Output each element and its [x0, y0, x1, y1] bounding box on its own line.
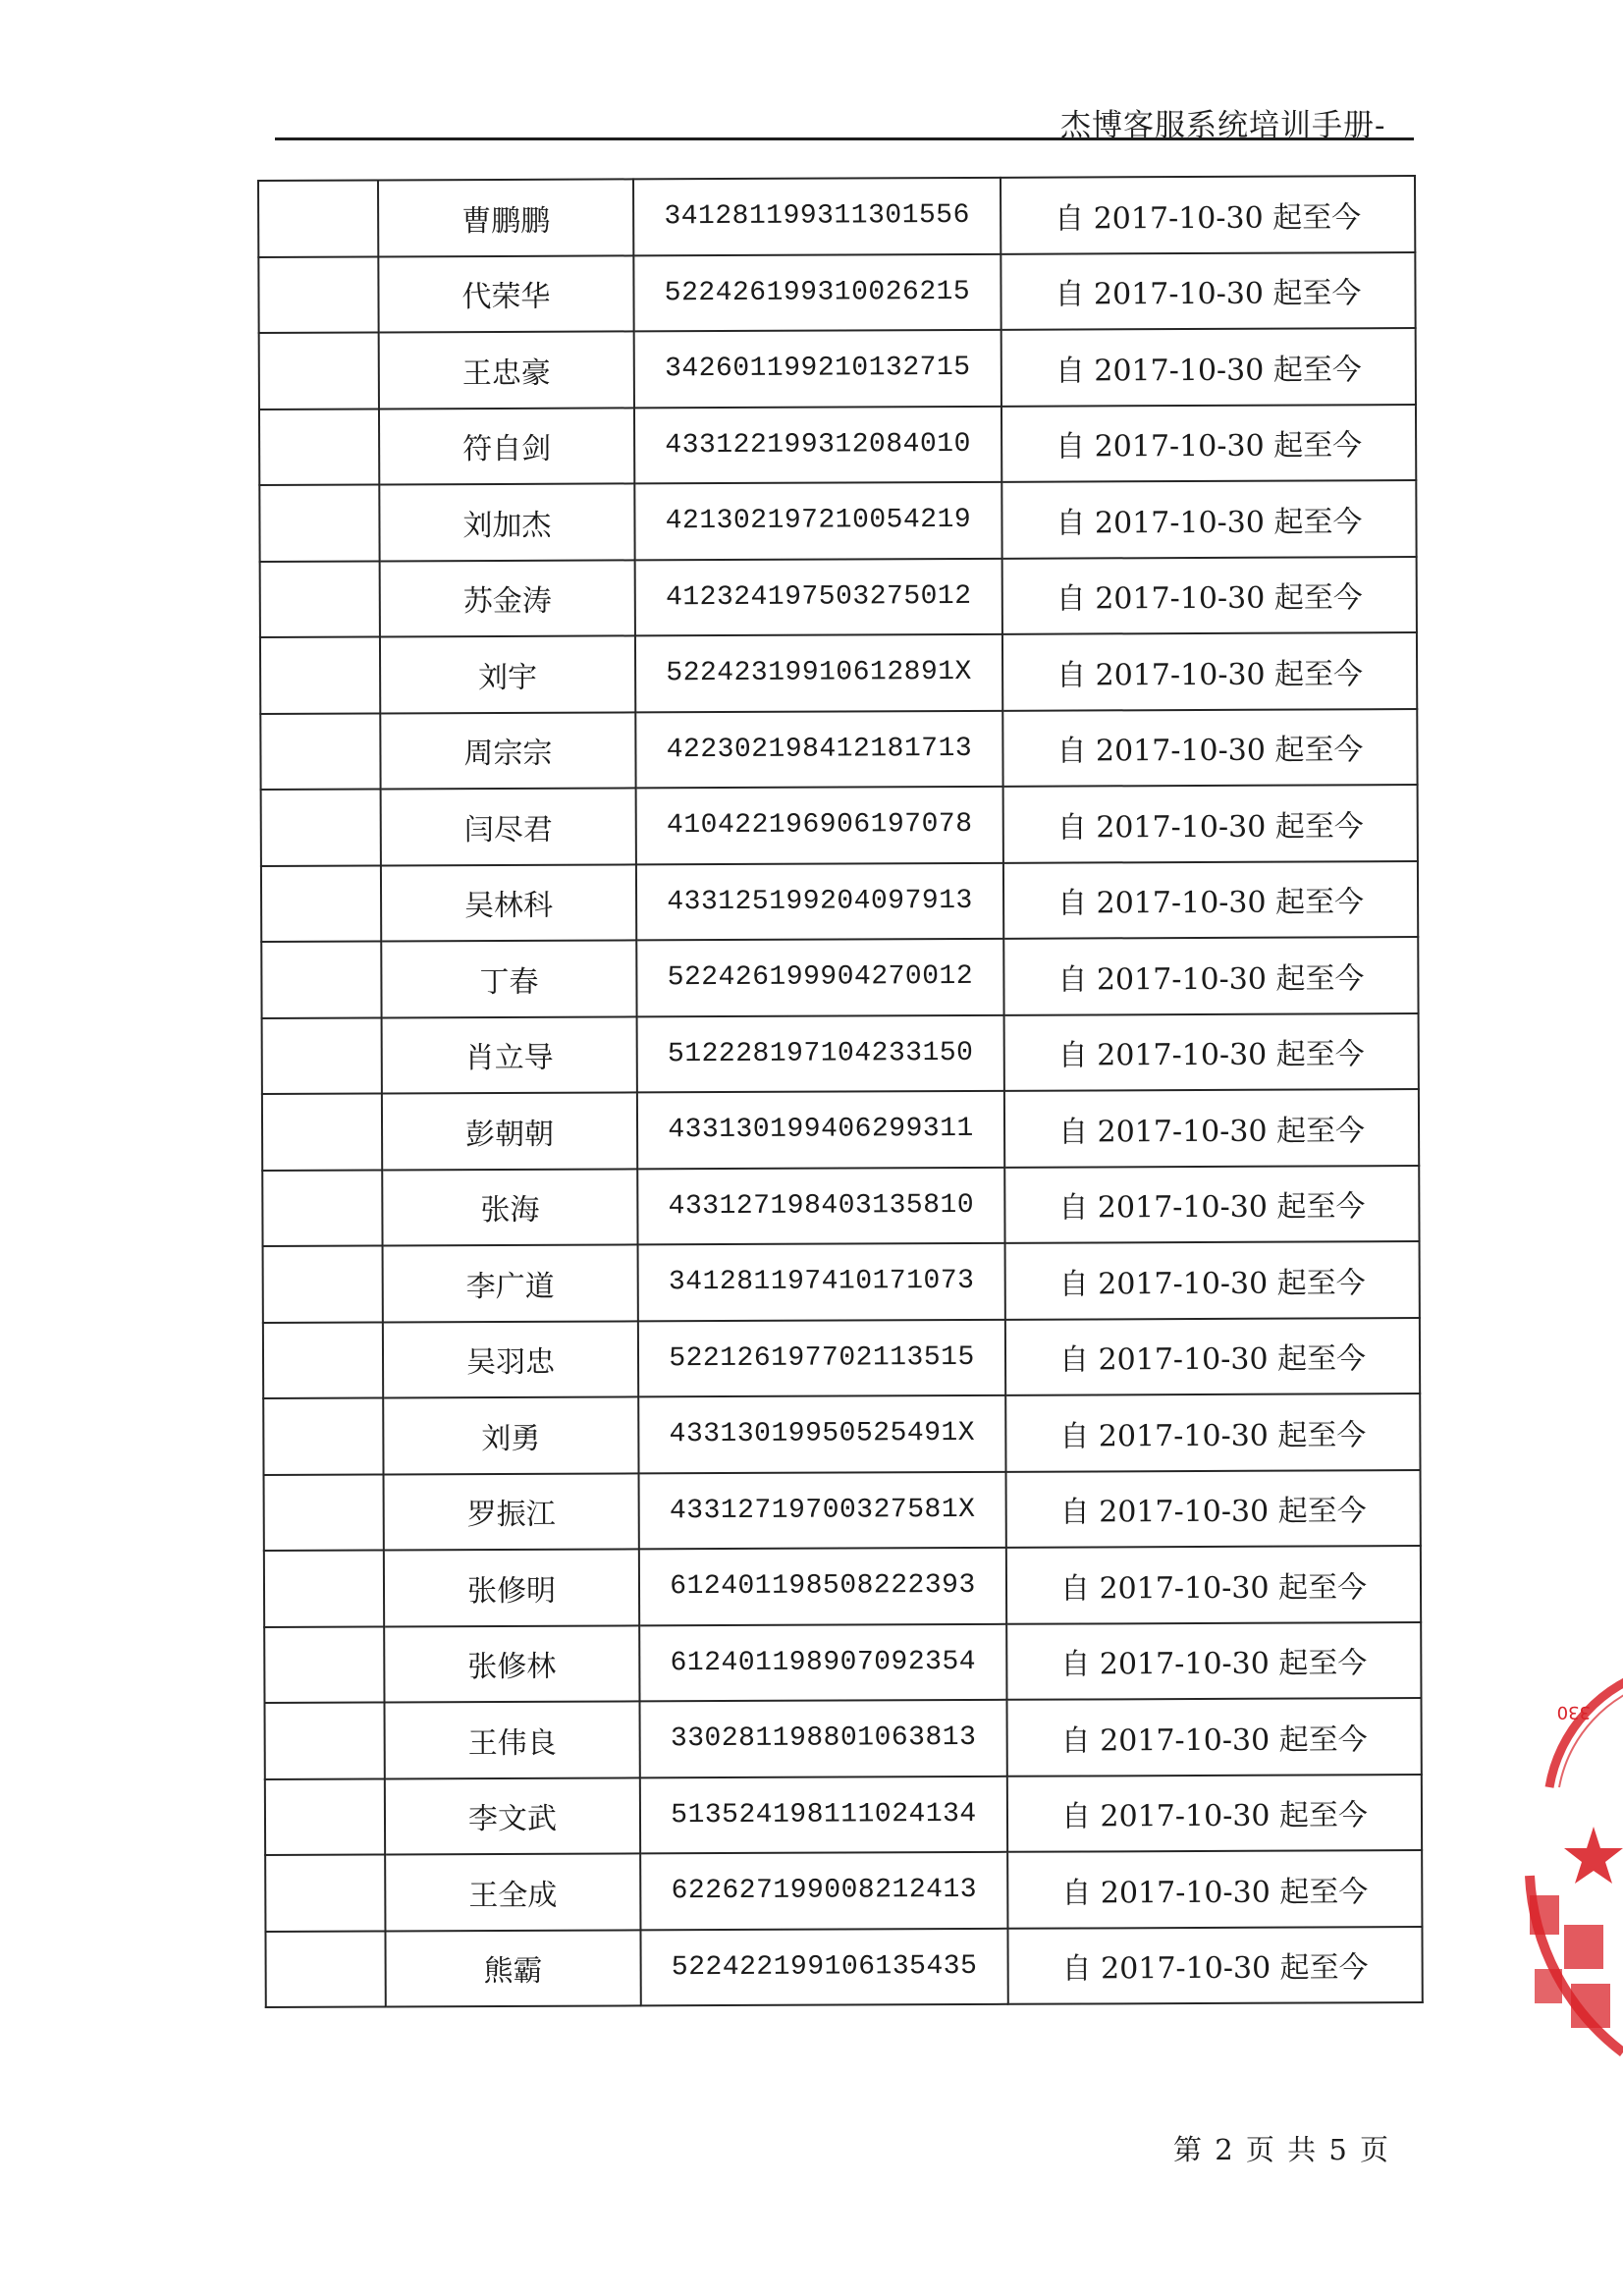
blank-cell	[262, 1170, 382, 1246]
employment-period: 自 2017-10-30 起至今	[1001, 252, 1415, 330]
blank-cell	[258, 256, 378, 333]
id-number: 512228197104233150	[637, 1014, 1004, 1092]
employment-period: 自 2017-10-30 起至今	[1002, 709, 1417, 787]
table-row	[264, 1698, 1421, 1778]
blank-cell	[261, 865, 381, 942]
id-number: 330281198801063813	[639, 1700, 1006, 1777]
employee-name: 吴林科	[381, 864, 636, 942]
id-number: 433122199312084010	[634, 406, 1001, 483]
employee-name: 罗振江	[384, 1473, 639, 1551]
employee-name: 王忠豪	[379, 331, 634, 409]
id-number: 43312719700327581X	[639, 1471, 1006, 1549]
id-number: 422302198412181713	[635, 710, 1002, 788]
employee-name: 张修明	[384, 1549, 639, 1626]
employee-name: 刘勇	[383, 1396, 638, 1474]
employment-period: 自 2017-10-30 起至今	[1005, 1318, 1420, 1395]
employee-name: 肖立导	[382, 1016, 637, 1094]
table-row	[264, 1546, 1421, 1626]
employee-name: 周宗宗	[380, 712, 635, 790]
roster-body	[258, 176, 1423, 2007]
id-number: 522422199106135435	[640, 1928, 1007, 2005]
employee-name: 丁春	[381, 940, 636, 1017]
blank-cell	[265, 1854, 385, 1931]
id-number: 433125199204097913	[636, 862, 1003, 940]
employee-name: 刘加杰	[379, 483, 634, 561]
table-row	[260, 709, 1417, 790]
employment-period: 自 2017-10-30 起至今	[1006, 1698, 1421, 1776]
employee-name: 彭朝朝	[382, 1092, 637, 1170]
blank-cell	[265, 1931, 385, 2007]
id-number: 622627199008212413	[640, 1852, 1007, 1930]
employment-period: 自 2017-10-30 起至今	[1006, 1470, 1421, 1548]
table-row	[258, 176, 1415, 256]
page-indicator: 第 2 页 共 5 页	[1173, 2133, 1388, 2166]
employee-name: 李广道	[383, 1244, 638, 1322]
id-number: 612401198907092354	[639, 1623, 1006, 1701]
employment-period: 自 2017-10-30 起至今	[1005, 1241, 1420, 1319]
employee-name: 符自剑	[379, 408, 634, 485]
id-number: 433130199406299311	[637, 1091, 1004, 1169]
employee-name: 王全成	[385, 1853, 640, 1931]
table-row	[261, 785, 1418, 865]
table-row	[264, 1622, 1421, 1703]
table-row	[262, 1166, 1419, 1246]
employment-period: 自 2017-10-30 起至今	[1004, 1089, 1419, 1167]
employee-name: 熊霸	[385, 1930, 640, 2007]
id-number: 341281199311301556	[633, 178, 1001, 255]
roster-table	[257, 175, 1424, 2008]
employee-name: 李文武	[385, 1777, 640, 1855]
red-seal-stamp	[1510, 1630, 1623, 2062]
employment-period: 自 2017-10-30 起至今	[1004, 1166, 1419, 1243]
blank-cell	[259, 409, 379, 485]
seal-number: 330	[1556, 1702, 1591, 1722]
blank-cell	[263, 1245, 383, 1322]
blank-cell	[258, 180, 378, 256]
employment-period: 自 2017-10-30 起至今	[1007, 1927, 1422, 2004]
blank-cell	[264, 1474, 384, 1551]
employee-name: 闫尽君	[381, 788, 636, 865]
table-row	[259, 405, 1416, 485]
employment-period: 自 2017-10-30 起至今	[1003, 937, 1418, 1014]
employee-name: 张修林	[384, 1625, 639, 1703]
table-row	[265, 1927, 1422, 2007]
table-row	[258, 252, 1415, 333]
employment-period: 自 2017-10-30 起至今	[1006, 1546, 1421, 1623]
blank-cell	[259, 332, 379, 409]
id-number: 410422196906197078	[636, 787, 1003, 864]
employment-period: 自 2017-10-30 起至今	[1001, 480, 1416, 558]
employment-period: 自 2017-10-30 起至今	[1001, 405, 1416, 482]
employment-period: 自 2017-10-30 起至今	[1006, 1622, 1421, 1700]
blank-cell	[261, 789, 381, 865]
blank-cell	[264, 1626, 384, 1703]
employee-name: 苏金涛	[380, 560, 635, 637]
blank-cell	[260, 713, 380, 790]
id-number: 522126197702113515	[638, 1319, 1005, 1396]
blank-cell	[259, 484, 379, 561]
table-row	[263, 1394, 1420, 1474]
employment-period: 自 2017-10-30 起至今	[1002, 557, 1417, 634]
employment-period: 自 2017-10-30 起至今	[1001, 176, 1415, 253]
table-row	[262, 1089, 1419, 1170]
id-number: 522426199904270012	[636, 939, 1003, 1016]
table-row	[263, 1318, 1420, 1398]
employee-name: 王伟良	[384, 1701, 639, 1778]
table-row	[263, 1241, 1420, 1322]
employment-period: 自 2017-10-30 起至今	[1007, 1775, 1422, 1852]
employee-name: 吴羽忠	[383, 1321, 638, 1398]
employment-period: 自 2017-10-30 起至今	[1003, 861, 1418, 939]
employment-period: 自 2017-10-30 起至今	[1005, 1394, 1420, 1471]
employment-period: 自 2017-10-30 起至今	[1002, 632, 1417, 710]
blank-cell	[260, 561, 380, 637]
blank-cell	[263, 1322, 383, 1398]
table-row	[265, 1775, 1422, 1855]
id-number: 513524198111024134	[640, 1776, 1007, 1853]
blank-cell	[261, 941, 381, 1017]
employee-name: 曹鹏鹏	[378, 179, 633, 256]
employment-period: 自 2017-10-30 起至今	[1007, 1850, 1422, 1928]
blank-cell	[264, 1550, 384, 1626]
employment-period: 自 2017-10-30 起至今	[1003, 785, 1418, 862]
id-number: 43313019950525491X	[638, 1395, 1005, 1473]
id-number: 522426199310026215	[633, 253, 1001, 331]
blank-cell	[262, 1017, 382, 1094]
blank-cell	[263, 1397, 383, 1474]
id-number: 421302197210054219	[634, 482, 1001, 560]
id-number: 433127198403135810	[637, 1167, 1004, 1244]
employment-period: 自 2017-10-30 起至今	[1004, 1013, 1419, 1091]
table-row	[259, 480, 1416, 561]
id-number: 342601199210132715	[634, 330, 1001, 408]
blank-cell	[264, 1702, 384, 1778]
header-title: 杰博客服系统培训手册-	[1060, 108, 1386, 143]
id-number: 612401198508222393	[639, 1548, 1006, 1625]
table-row	[264, 1470, 1421, 1551]
table-row	[259, 328, 1416, 409]
header-rule	[275, 137, 1414, 140]
table-row	[261, 937, 1418, 1017]
table-row	[265, 1850, 1422, 1931]
blank-cell	[265, 1778, 385, 1855]
table-row	[260, 632, 1417, 713]
employee-name: 代荣华	[378, 255, 633, 333]
table-row	[262, 1013, 1419, 1094]
blank-cell	[262, 1093, 382, 1170]
table-row	[261, 861, 1418, 942]
employment-period: 自 2017-10-30 起至今	[1001, 328, 1416, 406]
table-row	[260, 557, 1417, 637]
id-number: 341281197410171073	[638, 1243, 1005, 1321]
id-number: 52242319910612891X	[635, 634, 1002, 712]
id-number: 412324197503275012	[635, 558, 1002, 635]
employee-name: 刘宇	[380, 635, 635, 713]
employee-name: 张海	[382, 1169, 637, 1246]
blank-cell	[260, 636, 380, 713]
